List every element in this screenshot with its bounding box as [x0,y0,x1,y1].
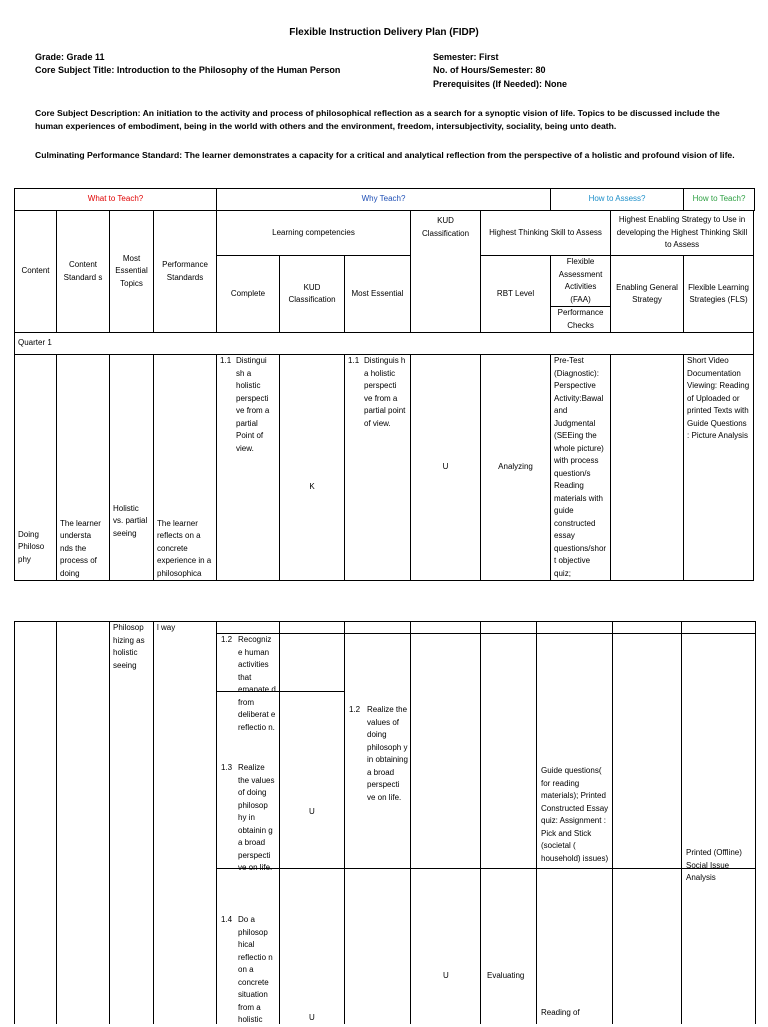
faa-cell-2: Guide questions( for reading materials); Printed Constructed Essay quiz: Assignment : Pick and Stick (societal ( household) issues) [541,766,609,863]
faa-cell-2-continued: Reading of [541,1008,580,1017]
content-standard-cell: The learner understa nds the process of doing [57,355,110,581]
essential-text: Distinguis h a holistic perspecti ve from a partial point of view. [364,356,406,428]
kud-cell-b: U [309,1013,315,1022]
kud-cell-2-row2: U [443,971,449,980]
competency-1-3-number: 1.3 [221,763,233,772]
quarter-label: Quarter 1 [15,333,754,355]
enabling-general-strategy-header: Enabling General Strategy [611,256,684,333]
culminating-performance-standard: Culminating Performance Standard: The learner demonstrates a capacity for a critical and analytical reflection from the perspective of a holistic and profound vision of life. [35,150,735,160]
rbt-level-cell-2: Evaluating [487,971,525,980]
competency-1-2-number: 1.2 [221,635,233,644]
essential-1-2 [349,704,409,804]
highest-thinking-skill-header: Highest Thinking Skill to Assess [481,211,611,256]
competency-1-4-text: Do a philosop hical reflectio n on a concrete situation from a holistic [238,915,273,1024]
competency-text: Distingui sh a holistic perspecti ve from a partial Point of view. [236,356,270,453]
enabling-strategy-cell [611,355,684,581]
faa-cell: Pre-Test (Diagnostic): Perspective Activity:Bawal and Judgmental (SEEing the whole picture) with process question/s Reading materials with guide constructed essay questions/short objective quiz; [551,355,611,581]
competency-1-4 [221,914,279,1027]
most-essential-header: Most Essential [345,256,411,333]
rbt-level-cell: Analyzing [481,355,551,581]
competency-1-4-number: 1.4 [221,915,233,924]
semester-label: Semester: First [433,52,499,62]
kud-classification-header-1: KUD Classification [280,256,345,333]
kud-cell-a: U [309,807,315,816]
essential-1-2-number: 1.2 [349,705,361,714]
document-title: Flexible Instruction Delivery Plan (FIDP) [289,27,479,38]
faa-header: Flexible Assessment Activities (FAA) [551,256,611,307]
essential-number: 1.1 [348,356,360,365]
how-to-assess-header: How to Assess? [551,189,684,211]
performance-standards-header: Performance Standards [154,211,217,333]
content-header: Content [15,211,57,333]
hours-label: No. of Hours/Semester: 80 [433,65,546,75]
complete-header: Complete [217,256,280,333]
how-to-teach-header: How to Teach? [684,189,755,211]
highest-enabling-strategy-header: Highest Enabling Strategy to Use in developing the Highest Thinking Skill to Assess [611,211,754,256]
performance-standard-cell: The learner reflects on a concrete experience in a philosophica [154,355,217,581]
kud-cell-1: K [280,355,345,581]
fls-cell-2: Printed (Offline) Social Issue Analysis [686,848,742,882]
performance-checks-header: Performance Checks [551,307,611,333]
prerequisites-label: Prerequisites (If Needed): None [433,79,568,89]
competency-1-2 [221,634,279,734]
content-cell: Doing Philoso phy [15,355,57,581]
competency-cell [217,355,280,581]
competency-1-3 [221,762,279,875]
performance-standard-cell-2: l way [157,623,176,632]
fls-cell: Short Video Documentation Viewing: Reading of Uploaded or printed Texts with Guide Questions : Picture Analysis [684,355,754,581]
fls-header: Flexible Learning Strategies (FLS) [684,256,754,333]
kud-cell-2: U [411,355,481,581]
content-standards-header: Content Standard s [57,211,110,333]
core-subject-description: Core Subject Description: An initiation to the activity and process of philosophical reflection as a search for a synoptic vision of life. Topics to be discussed include the human experiences of embodiment, being in the world with others and the environment, freedom, intersubjectivity, sociality, being unto death. [35,108,720,131]
most-essential-topics-header: Most Essential Topics [110,211,154,333]
competency-number: 1.1 [220,356,232,365]
what-to-teach-header: What to Teach? [15,189,217,211]
subject-title: Core Subject Title: Introduction to the Philosophy of the Human Person [35,65,341,75]
rbt-level-header: RBT Level [481,256,551,333]
why-teach-header: Why Teach? [217,189,551,211]
topic-cell-2: Philosop hizing as holistic seeing [113,623,145,670]
grade-label: Grade: Grade 11 [35,52,105,62]
competency-1-2-text: Recogniz e human activities that emanate d from deliberat e reflectio n. [238,635,276,732]
kud-classification-header-2: KUD Classification [411,211,481,333]
essential-1-2-text: Realize the values of doing philosoph y in obtaining a broad perspecti ve on life. [367,705,408,802]
competency-1-3-text: Realize the values of doing philosop hy in obtainin g a broad perspecti ve on life. [238,763,275,872]
essential-cell [345,355,411,581]
fidp-table [14,188,755,581]
learning-competencies-header: Learning competencies [217,211,411,256]
topic-cell: Holistic vs. partial seeing [110,355,154,581]
